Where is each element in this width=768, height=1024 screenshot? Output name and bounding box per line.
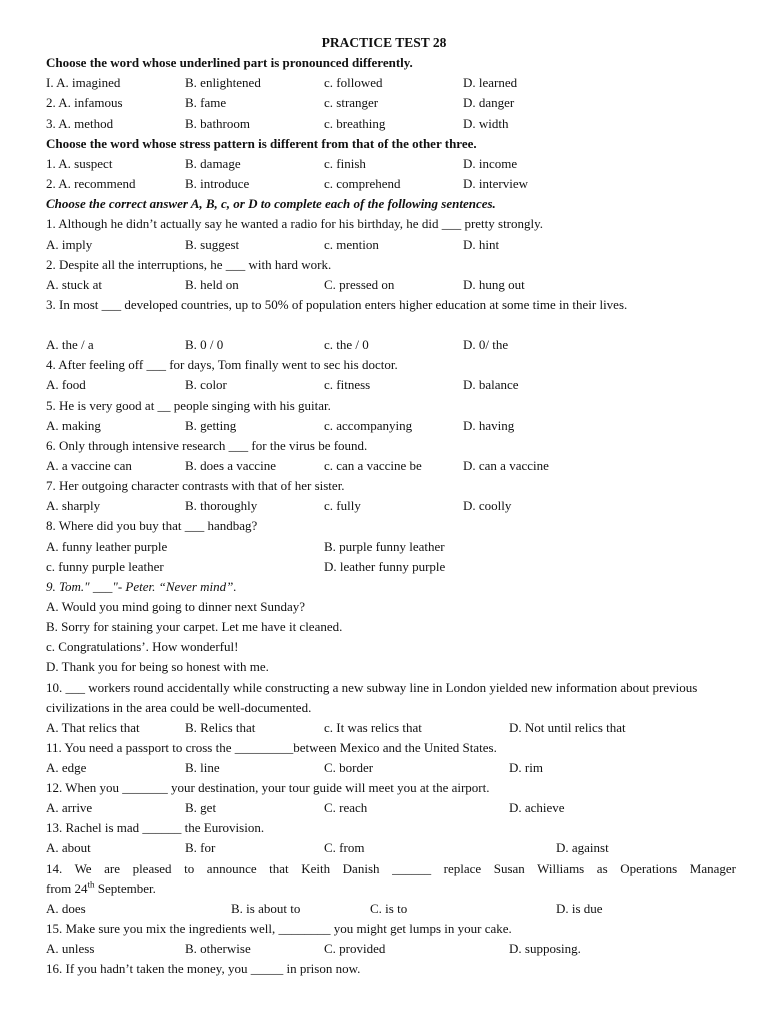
question-row [46,174,736,194]
option: I. A. imagined [46,75,121,90]
option: A. sharply [46,498,101,513]
answer-row [46,939,736,959]
option: C. reach [324,800,368,815]
option: A. unless [46,941,95,956]
option: B. fame [185,95,227,110]
answer-row [46,718,736,738]
answer-row [46,416,736,436]
option: 3. A. method [46,116,114,131]
option: B. thoroughly [185,498,258,513]
answer-row [46,758,736,778]
option: B. getting [185,418,237,433]
answer-row [46,899,736,919]
option: c. can a vaccine be [324,458,422,473]
question-text: 11. You need a passport to cross the _________between Mexico and the United States. [46,740,497,755]
option: B. bathroom [185,116,250,131]
question-text: 3. In most ___ developed countries, up to 50% of population enters higher education at some time in their lives. [46,297,628,312]
option: D. income [463,156,518,171]
option: D. is due [556,901,603,916]
option: c. stranger [324,95,379,110]
question-row [46,114,736,134]
option: A. the / a [46,337,94,352]
option: D. rim [509,760,543,775]
option: 2. A. recommend [46,176,136,191]
option: A. edge [46,760,87,775]
answer-row [46,335,736,355]
option: A. does [46,901,86,916]
option: B. line [185,760,220,775]
option: B. suggest [185,237,240,252]
option: D. 0/ the [463,337,509,352]
option: C. from [324,840,365,855]
option: A. about [46,840,91,855]
option: A. stuck at [46,277,102,292]
option: c. fully [324,498,361,513]
answer-row [46,557,736,577]
option: D. against [556,840,609,855]
option: D. achieve [509,800,565,815]
option: D. Thank you for being so honest with me. [46,659,269,674]
answer-row [46,496,736,516]
option: A. making [46,418,101,433]
option: C. is to [370,901,408,916]
section-heading-correct-answer: Choose the correct answer A, B, c, or D to complete each of the following sentences. [46,196,496,211]
option: B. Relics that [185,720,256,735]
option: D. leather funny purple [324,559,446,574]
option: D. learned [463,75,518,90]
question-row [46,154,736,174]
question-text: 6. Only through intensive research ___ for the virus be found. [46,438,368,453]
option: C. provided [324,941,386,956]
option: c. breathing [324,116,386,131]
option: C. pressed on [324,277,395,292]
option: B. 0 / 0 [185,337,224,352]
option: A. Would you mind going to dinner next Sunday? [46,599,306,614]
question-row [46,73,736,93]
option: c. mention [324,237,379,252]
option: B. color [185,377,227,392]
option: 2. A. infamous [46,95,123,110]
option: A. imply [46,237,93,252]
option: D. can a vaccine [463,458,549,473]
option: B. held on [185,277,239,292]
option: C. border [324,760,374,775]
option: B. introduce [185,176,250,191]
question-text: 13. Rachel is mad ______ the Eurovision. [46,820,265,835]
question-text: 12. When you _______ your destination, your tour guide will meet you at the airport. [46,780,490,795]
question-text: 1. Although he didn’t actually say he wanted a radio for his birthday, he did ___ pretty strongly. [46,216,544,231]
page-title: PRACTICE TEST 28 [321,35,447,50]
option: D. balance [463,377,519,392]
option: c. Congratulations’. How wonderful! [46,639,239,654]
question-text-continued [46,879,736,899]
answer-row [46,798,736,818]
answer-row [46,838,736,858]
option: D. width [463,116,509,131]
option: D. hint [463,237,500,252]
answer-row [46,537,736,557]
option: c. funny purple leather [46,559,164,574]
option: D. coolly [463,498,512,513]
question-text: 14. We are pleased to announce that Keith Danish ______ replace Susan Williams as Operations Manager [46,861,736,876]
question-text: 16. If you hadn’t taken the money, you _____ in prison now. [46,961,361,976]
question-text: 10. ___ workers round accidentally while constructing a new subway line in London yielded new information about previous civilizations in the area could be well-documented. [46,680,698,715]
section-heading-stress: Choose the word whose stress pattern is different from that of the other three. [46,136,477,151]
option: D. having [463,418,515,433]
option: A. That relics that [46,720,140,735]
question-text: 5. He is very good at __ people singing with his guitar. [46,398,331,413]
question-text: 4. After feeling off ___ for days, Tom finally went to sec his doctor. [46,357,398,372]
option: c. fitness [324,377,371,392]
question-row [46,93,736,113]
question-text: 2. Despite all the interruptions, he ___ with hard work. [46,257,332,272]
option: D. supposing. [509,941,581,956]
answer-row [46,235,736,255]
text: September. [94,881,156,896]
question-text: 7. Her outgoing character contrasts with that of her sister. [46,478,345,493]
section-heading-pronunciation: Choose the word whose underlined part is pronounced differently. [46,55,413,70]
option: D. danger [463,95,515,110]
text: from 24 [46,881,88,896]
option: D. interview [463,176,528,191]
answer-row [46,375,736,395]
option: c. followed [324,75,383,90]
option: A. food [46,377,86,392]
option: B. get [185,800,217,815]
option: c. the / 0 [324,337,369,352]
option: A. a vaccine can [46,458,132,473]
option: D. Not until relics that [509,720,626,735]
option: B. purple funny leather [324,539,445,554]
answer-row [46,456,736,476]
option: A. arrive [46,800,93,815]
question-text: 15. Make sure you mix the ingredients well, ________ you might get lumps in your cake. [46,921,512,936]
option: c. finish [324,156,366,171]
question-text: 8. Where did you buy that ___ handbag? [46,518,258,533]
option: B. does a vaccine [185,458,276,473]
option: B. otherwise [185,941,251,956]
option: B. enlightened [185,75,261,90]
option: 1. A. suspect [46,156,113,171]
option: c. accompanying [324,418,413,433]
option: c. It was relics that [324,720,422,735]
option: D. hung out [463,277,525,292]
option: B. Sorry for staining your carpet. Let me have it cleaned. [46,619,343,634]
option: B. damage [185,156,241,171]
option: A. funny leather purple [46,539,168,554]
option: c. comprehend [324,176,401,191]
ordinal-suffix: th [87,879,95,890]
question-text: 9. Tom." ___"- Peter. “Never mind”. [46,579,237,594]
answer-row [46,275,736,295]
option: B. for [185,840,216,855]
option: B. is about to [231,901,301,916]
